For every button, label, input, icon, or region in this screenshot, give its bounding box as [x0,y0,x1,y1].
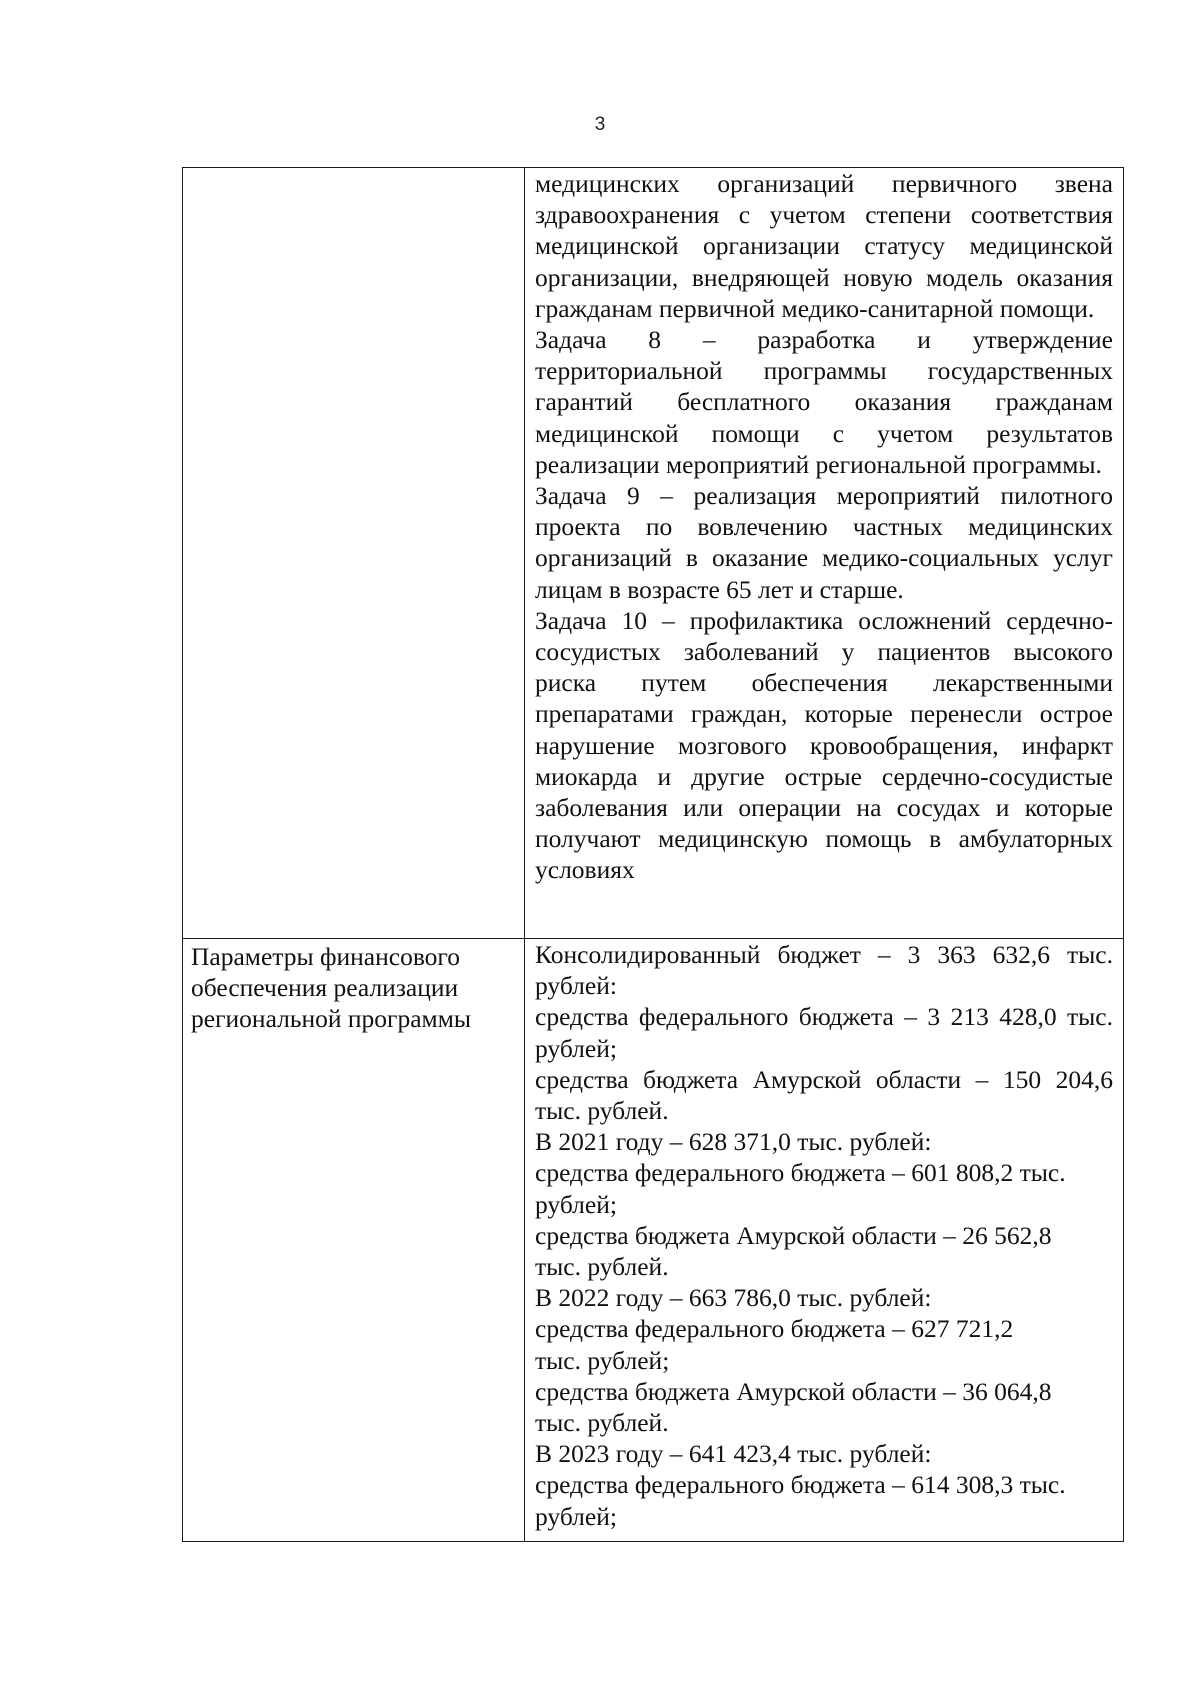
year-2023-total: В 2023 году – 641 423,4 тыс. рублей: [535,1439,932,1469]
year-2022-regional: средства бюджета Амурской области – 36 064,8 [535,1376,1052,1406]
table-cell-label [183,939,525,1542]
table-cell-left-empty [183,168,525,939]
table-row [183,168,1124,939]
year-2021-total: В 2021 году – 628 371,0 тыс. рублей: [535,1127,932,1157]
year-2021-federal: средства федерального бюджета – 601 808,2 тыс. рублей; [535,1158,1066,1219]
task-9: Задача 9 – реализация мероприятий пилотного проекта по вовлечению частных медицинских организаций в оказание медико-социальных услуг лицам в возрасте 65 лет и старше. [535,481,1113,604]
federal-budget-total: средства федерального бюджета – 3 213 428,0 тыс. рублей; [535,1002,1113,1063]
year-2022-federal-unit: тыс. рублей; [535,1345,670,1375]
task-8: Задача 8 – разработка и утверждение территориальной программы государственных гарантий бесплатного оказания гражданам медицинской помощи с учетом результатов реализации мероприятий региональной программы. [535,325,1113,479]
task-continuation: медицинских организаций первичного звена здравоохранения с учетом степени соответствия медицинской организации статусу медицинской организации, внедряющей новую модель оказания гражданам первичной медико-санитарной помощи. [535,169,1113,323]
label-line: Параметры финансового [191,942,461,971]
year-2022-federal: средства федерального бюджета – 627 721,2 [535,1314,1014,1344]
label-line: обеспечения реализации [191,973,459,1003]
year-2022-regional-unit: тыс. рублей. [535,1408,669,1438]
label-line: региональной программы [191,1004,471,1034]
task-10: Задача 10 – профилактика осложнений сердечно-сосудистых заболеваний у пациентов высокого риска путем обеспечения лекарственными препаратами граждан, которые перенесли острое нарушение мозгового кровообращения, инфаркт миокарда и другие острые сердечно-сосудистые заболевания или операции на сосудах и которые получают медицинскую помощь в амбулаторных условиях [535,605,1113,885]
consolidated-budget: Консолидированный бюджет – 3 363 632,6 тыс. рублей: [535,940,1113,1001]
year-2022-total: В 2022 году – 663 786,0 тыс. рублей: [535,1283,932,1313]
table-cell-tasks [525,168,1124,939]
financing-text [525,939,1123,1532]
page-number: 3 [594,114,606,135]
year-2021-regional: средства бюджета Амурской области – 26 562,8 [535,1220,1052,1250]
table-row [183,939,1124,1542]
year-2021-regional-unit: тыс. рублей. [535,1252,669,1282]
year-2023-federal: средства федерального бюджета – 614 308,3 тыс. рублей; [535,1470,1066,1531]
program-table [182,167,1124,1542]
tasks-text [525,168,1123,886]
regional-budget-total: средства бюджета Амурской области – 150 204,6 тыс. рублей. [535,1064,1113,1126]
table-cell-financing [525,939,1124,1542]
row1-left-text [183,168,524,170]
financing-label [183,939,524,1035]
